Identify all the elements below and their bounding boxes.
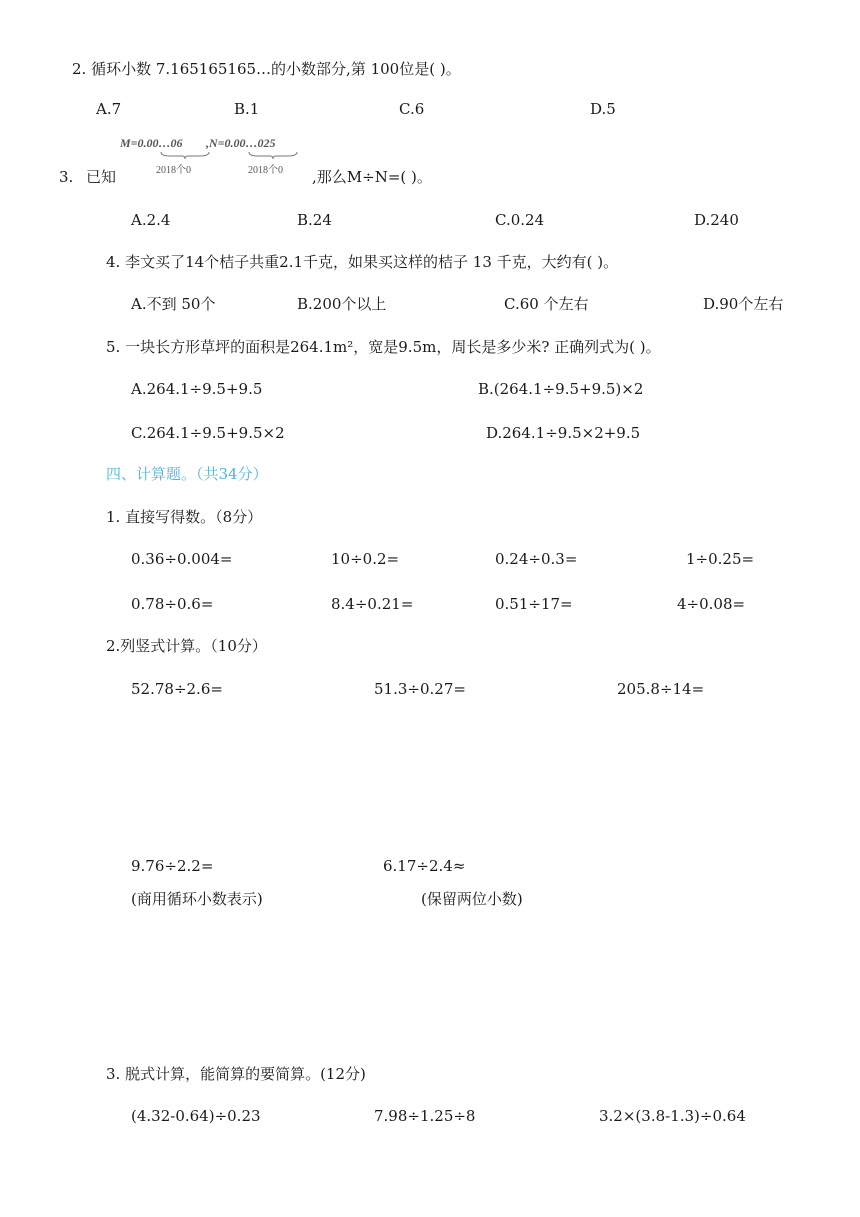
s1-item: 8.4÷0.21= bbox=[331, 595, 414, 613]
q3-known-label: 已知 bbox=[86, 168, 117, 186]
q3-brace-m bbox=[160, 151, 210, 159]
q2-option-b: B.1 bbox=[234, 100, 260, 118]
q4-option-c: C.60 个左右 bbox=[504, 295, 589, 313]
s1-item: 0.24÷0.3= bbox=[495, 550, 578, 568]
q5-option-c: C.264.1÷9.5+9.5×2 bbox=[131, 424, 285, 442]
q5-option-a: A.264.1÷9.5+9.5 bbox=[131, 380, 263, 398]
q2-stem: 2. 循环小数 7.165165165…的小数部分,第 100位是( )。 bbox=[72, 60, 461, 78]
s3-item: (4.32-0.64)÷0.23 bbox=[131, 1107, 261, 1125]
q3-brace-n bbox=[248, 151, 298, 159]
q2-option-a: A.7 bbox=[96, 100, 122, 118]
q3-option-a: A.2.4 bbox=[131, 211, 171, 229]
q2-option-c: C.6 bbox=[399, 100, 425, 118]
q4-option-a: A.不到 50个 bbox=[131, 295, 216, 313]
s2-item: 51.3÷0.27= bbox=[374, 680, 466, 698]
q3-under-n: 2018个0 bbox=[248, 165, 283, 176]
s1-item: 0.78÷0.6= bbox=[131, 595, 214, 613]
q2-option-d: D.5 bbox=[590, 100, 616, 118]
s3-item: 3.2×(3.8-1.3)÷0.64 bbox=[599, 1107, 746, 1125]
s3-item: 7.98÷1.25÷8 bbox=[374, 1107, 476, 1125]
q3-under-m: 2018个0 bbox=[156, 165, 191, 176]
s2-note: (商用循环小数表示) bbox=[131, 890, 263, 908]
s1-item: 0.36÷0.004= bbox=[131, 550, 233, 568]
q3-option-d: D.240 bbox=[694, 211, 739, 229]
q4-option-b: B.200个以上 bbox=[297, 295, 387, 313]
q5-stem: 5. 一块长方形草坪的面积是264.1m²，宽是9.5m，周长是多少米? 正确列式为( )。 bbox=[106, 338, 661, 356]
s1-title: 1. 直接写得数。（8分） bbox=[106, 508, 263, 526]
section4-title: 四、计算题。（共34分） bbox=[106, 465, 268, 483]
q5-option-b: B.(264.1÷9.5+9.5)×2 bbox=[478, 380, 644, 398]
s1-item: 0.51÷17= bbox=[495, 595, 573, 613]
s2-item: 6.17÷2.4≈ bbox=[383, 857, 466, 875]
s3-title: 3. 脱式计算，能简算的要简算。(12分) bbox=[106, 1065, 366, 1083]
q3-number: 3. bbox=[59, 168, 74, 186]
s1-item: 4÷0.08= bbox=[677, 595, 746, 613]
q3-formula-m: M=0.00…06 bbox=[120, 136, 183, 150]
q4-stem: 4. 李文买了14个桔子共重2.1千克，如果买这样的桔子 13 千克，大约有( )。 bbox=[106, 253, 619, 271]
s2-item: 9.76÷2.2= bbox=[131, 857, 214, 875]
q3-option-b: B.24 bbox=[297, 211, 332, 229]
q3-formula-image bbox=[120, 136, 310, 180]
s2-title: 2.列竖式计算。（10分） bbox=[106, 637, 267, 655]
s2-item: 205.8÷14= bbox=[617, 680, 705, 698]
s2-item: 52.78÷2.6= bbox=[131, 680, 223, 698]
q5-option-d: D.264.1÷9.5×2+9.5 bbox=[486, 424, 641, 442]
q3-formula-n: ,N=0.00…025 bbox=[206, 136, 276, 150]
s1-item: 1÷0.25= bbox=[686, 550, 755, 568]
s2-note: (保留两位小数) bbox=[421, 890, 523, 908]
q3-tail: ,那么M÷N=( )。 bbox=[312, 168, 432, 186]
q3-option-c: C.0.24 bbox=[495, 211, 545, 229]
s1-item: 10÷0.2= bbox=[331, 550, 400, 568]
q4-option-d: D.90个左右 bbox=[703, 295, 784, 313]
